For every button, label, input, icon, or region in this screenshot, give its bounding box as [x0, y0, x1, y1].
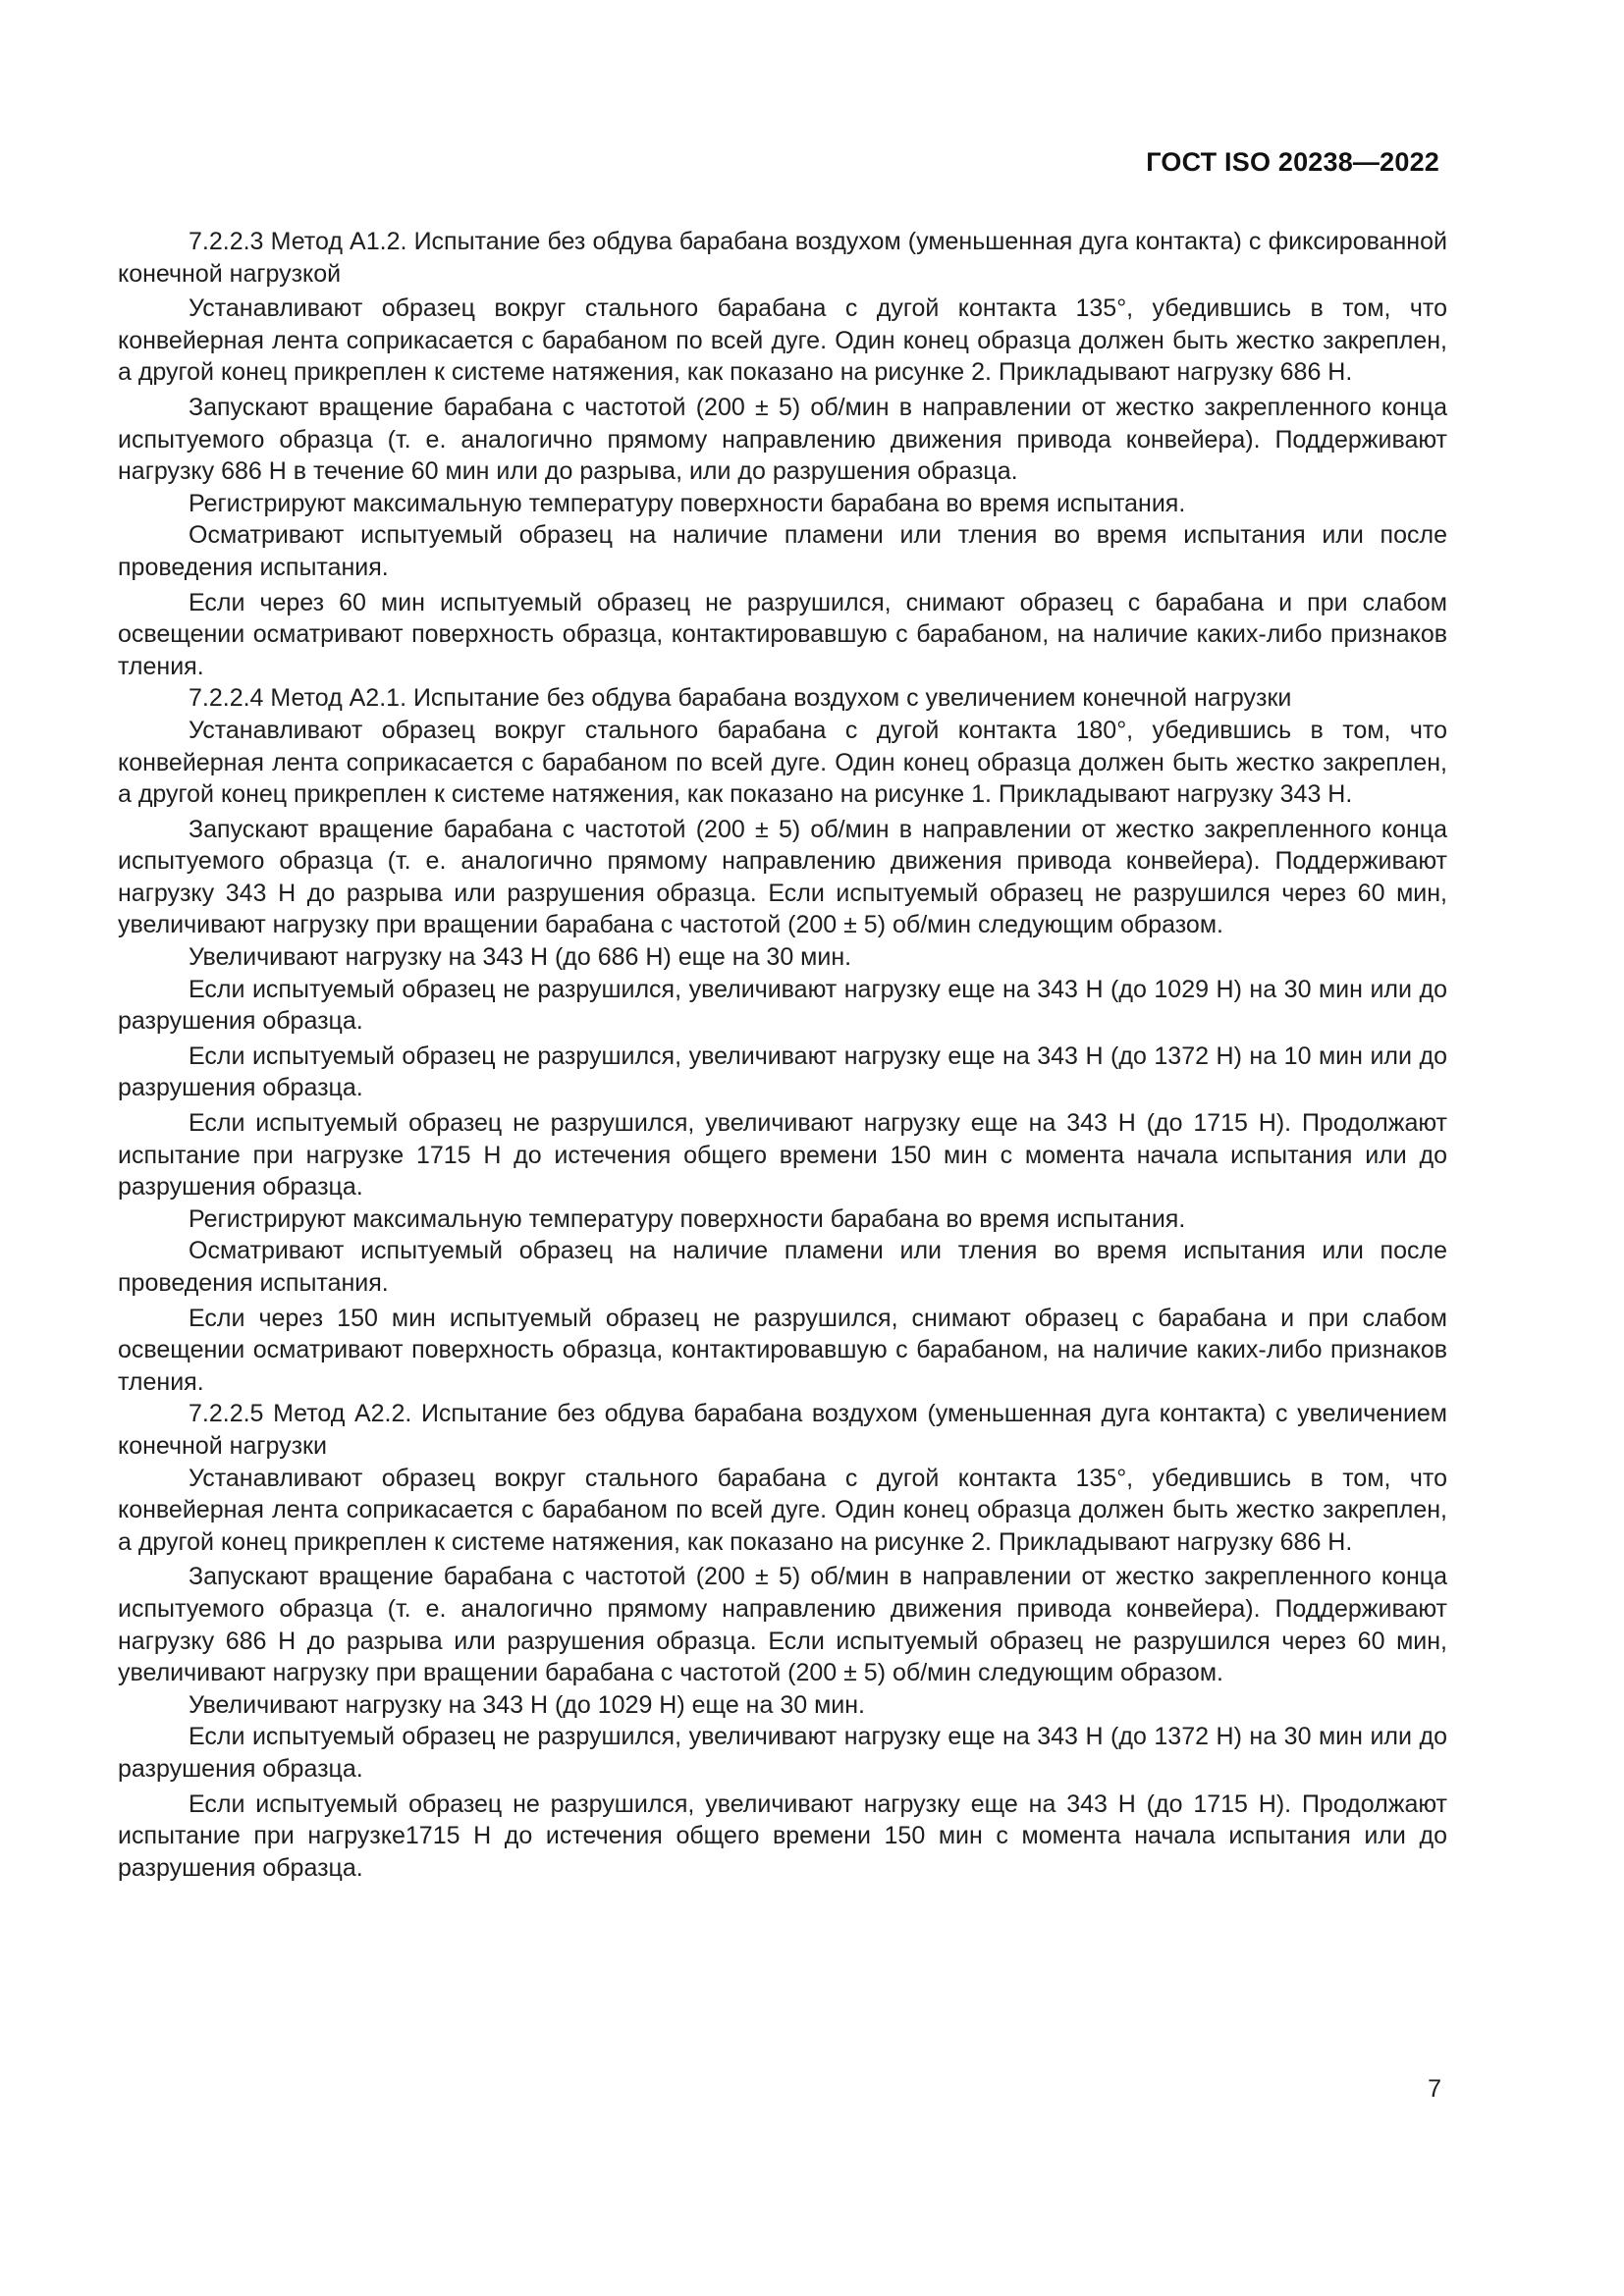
- paragraph: Если через 60 мин испытуемый образец не разрушился, снимают образец с барабана и при слабом освещении осматривают поверхность образца, контактировавшую с барабаном, на наличие каких-либо признаков тления.: [118, 588, 1447, 680]
- page-number: 7: [1428, 2075, 1441, 2103]
- paragraph: Если испытуемый образец не разрушился, увеличивают нагрузку еще на 343 Н (до 1372 Н) на 30 мин или до разрушения образца.: [118, 1723, 1447, 1783]
- section-heading-7-2-2-3: 7.2.2.3 Метод А1.2. Испытание без обдува барабана воздухом (уменьшенная дуга контакта) с фиксированной конечной нагрузкой: [118, 228, 1447, 288]
- section-heading-7-2-2-5: 7.2.2.5 Метод А2.2. Испытание без обдува барабана воздухом (уменьшенная дуга контакта) с увеличением конечной нагрузки: [118, 1400, 1447, 1460]
- paragraph: Запускают вращение барабана с частотой (200 ± 5) об/мин в направлении от жестко закрепленного конца испытуемого образца (т. е. аналогично прямому направлению движения привода конвейера). Поддерживают нагрузку 686 Н в течение 60 мин или до разрыва, или до разрушения образца.: [118, 393, 1447, 486]
- paragraph: Увеличивают нагрузку на 343 Н (до 1029 Н) еще на 30 мин.: [189, 1690, 865, 1719]
- paragraph: Если испытуемый образец не разрушился, увеличивают нагрузку еще на 343 Н (до 1715 Н). Продолжают испытание при нагрузке1715 Н до истечения общего времени 150 мин с момента начала испытания или до разрушения образца.: [118, 1789, 1447, 1882]
- paragraph: Осматривают испытуемый образец на наличие пламени или тления во время испытания или после проведения испытания.: [118, 1237, 1447, 1297]
- paragraph: Увеличивают нагрузку на 343 Н (до 686 Н) еще на 30 мин.: [189, 943, 852, 972]
- paragraph: Запускают вращение барабана с частотой (200 ± 5) об/мин в направлении от жестко закрепленного конца испытуемого образца (т. е. аналогично прямому направлению движения привода конвейера). Поддерживают нагрузку 343 Н до разрыва или разрушения образца. Если испытуемый образец не разрушился через 60 мин, увеличивают нагрузку при вращении барабана с частотой (200 ± 5) об/мин следующим образом.: [118, 815, 1447, 939]
- paragraph: Если испытуемый образец не разрушился, увеличивают нагрузку еще на 343 Н (до 1372 Н) на 10 мин или до разрушения образца.: [118, 1041, 1447, 1102]
- paragraph: Устанавливают образец вокруг стального барабана с дугой контакта 180°, убедившись в том, что конвейерная лента соприкасается с барабаном по всей дуге. Один конец образца должен быть жестко закреплен, а другой конец прикреплен к системе натяжения, как показано на рисунке 1. Прикладывают нагрузку 343 Н.: [118, 716, 1447, 809]
- section-heading-7-2-2-4: 7.2.2.4 Метод А2.1. Испытание без обдува барабана воздухом с увеличением конечной нагрузки: [189, 684, 1292, 713]
- paragraph: Устанавливают образец вокруг стального барабана с дугой контакта 135°, убедившись в том, что конвейерная лента соприкасается с барабаном по всей дуге. Один конец образца должен быть жестко закреплен, а другой конец прикреплен к системе натяжения, как показано на рисунке 2. Прикладывают нагрузку 686 Н.: [118, 1464, 1447, 1556]
- paragraph: Запускают вращение барабана с частотой (200 ± 5) об/мин в направлении от жестко закрепленного конца испытуемого образца (т. е. аналогично прямому направлению движения привода конвейера). Поддерживают нагрузку 686 Н до разрыва или разрушения образца. Если испытуемый образец не разрушился через 60 мин, увеличивают нагрузку при вращении барабана с частотой (200 ± 5) об/мин следующим образом.: [118, 1563, 1447, 1687]
- paragraph: Если испытуемый образец не разрушился, увеличивают нагрузку еще на 343 Н (до 1029 Н) на 30 мин или до разрушения образца.: [118, 975, 1447, 1036]
- paragraph: Регистрируют максимальную температуру поверхности барабана во время испытания.: [189, 1204, 1186, 1233]
- paragraph: Регистрируют максимальную температуру поверхности барабана во время испытания.: [189, 489, 1186, 517]
- paragraph: Осматривают испытуемый образец на наличие пламени или тления во время испытания или после проведения испытания.: [118, 521, 1447, 581]
- paragraph: Устанавливают образец вокруг стального барабана с дугой контакта 135°, убедившись в том, что конвейерная лента соприкасается с барабаном по всей дуге. Один конец образца должен быть жестко закреплен, а другой конец прикреплен к системе натяжения, как показано на рисунке 2. Прикладывают нагрузку 686 Н.: [118, 294, 1447, 387]
- paragraph: Если испытуемый образец не разрушился, увеличивают нагрузку еще на 343 Н (до 1715 Н). Продолжают испытание при нагрузке 1715 Н до истечения общего времени 150 мин с момента начала испытания или до разрушения образца.: [118, 1109, 1447, 1201]
- document-header: ГОСТ ISO 20238—2022: [1146, 147, 1439, 177]
- paragraph: Если через 150 мин испытуемый образец не разрушился, снимают образец с барабана и при слабом освещении осматривают поверхность образца, контактировавшую с барабаном, на наличие каких-либо признаков тления.: [118, 1304, 1447, 1396]
- document-body: [118, 226, 1447, 1884]
